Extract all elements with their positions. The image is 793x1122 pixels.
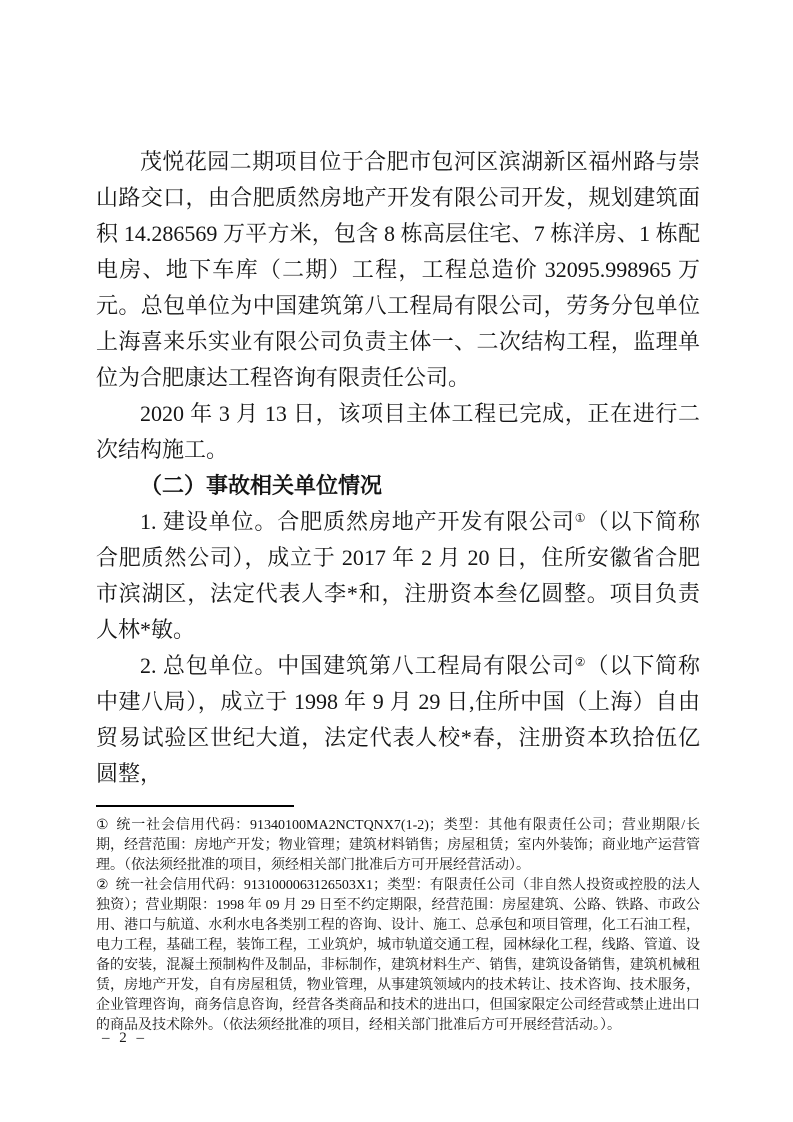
footnotes bbox=[96, 816, 700, 1036]
footnote bbox=[96, 876, 700, 1036]
body-text bbox=[96, 144, 700, 792]
page-number: – 2 – bbox=[102, 1030, 147, 1046]
footnote-reference: ① bbox=[574, 511, 587, 525]
body-paragraph: 2020 年 3 月 13 日，该项目主体工程已完成，正在进行二次结构施工。 bbox=[96, 401, 700, 462]
page-content bbox=[96, 144, 700, 1036]
footnote-text: 统一社会信用代码：9131000063126503X1；类型：有限责任公司（非自然人投资或控股的法人独资）；营业期限：1998 年 09 月 29 日至不约定期限，经营范围：房屋建筑、公路、铁路、市政公用、港口与航道、水利水电各类别工程的咨询、设计、施工、总承包和项目管理，化工石油工程，电力工程，基础工程，装饰工程，工业筑炉，城市轨道交通工程，园林绿化工程，线路、管道、设备的安装，混凝土预制构件及制品，非标制作，建筑材料生产、销售，建筑设备销售，建筑机械租赁，房地产开发，自有房屋租赁，物业管理，从事建筑领域内的技术转让、技术咨询、技术服务，企业管理咨询，商务信息咨询，经营各类商品和技术的进出口，但国家限定公司经营或禁止进出口的商品及技术除外。（依法须经批准的项目，经相关部门批准后方可开展经营活动。）。 bbox=[96, 878, 700, 1033]
body-paragraph: 2. 总包单位。中国建筑第八工程局有限公司②（以下简称中建八局），成立于 1998 年 9 月 29 日,住所中国（上海）自由贸易试验区世纪大道，法定代表人校*春，注册资本玖拾伍亿圆整， bbox=[96, 653, 700, 786]
footnote-separator bbox=[96, 805, 294, 807]
body-paragraph: 1. 建设单位。合肥质然房地产开发有限公司①（以下简称合肥质然公司），成立于 2017 年 2 月 20 日，住所安徽省合肥市滨湖区，法定代表人李*和，注册资本叁亿圆整。项目负责人林*敏。 bbox=[96, 509, 700, 642]
footnote bbox=[96, 816, 700, 876]
footnote-marker: ① bbox=[96, 818, 110, 833]
section-heading: （二）事故相关单位情况 bbox=[140, 473, 383, 498]
footnote-text: 统一社会信用代码：91340100MA2NCTQNX7(1-2)；类型：其他有限责任公司；营业期限/长期，经营范围：房地产开发；物业管理；建筑材料销售；房屋租赁；室内外装饰；商业地产运营管理。（依法须经批准的项目，须经相关部门批准后方可开展经营活动）。 bbox=[96, 818, 700, 873]
footnote-reference: ② bbox=[574, 655, 587, 669]
body-paragraph: 茂悦花园二期项目位于合肥市包河区滨湖新区福州路与崇山路交口，由合肥质然房地产开发有限公司开发，规划建筑面积 14.286569 万平方米，包含 8 栋高层住宅、7 栋洋房、1 栋配电房、地下车库（二期）工程，工程总造价 32095.998965 万元。总包单位为中国建筑第八工程局有限公司，劳务分包单位上海喜来乐实业有限公司负责主体一、二次结构工程，监理单位为合肥康达工程咨询有限责任公司。 bbox=[96, 149, 700, 390]
footnote-marker: ② bbox=[96, 878, 109, 893]
